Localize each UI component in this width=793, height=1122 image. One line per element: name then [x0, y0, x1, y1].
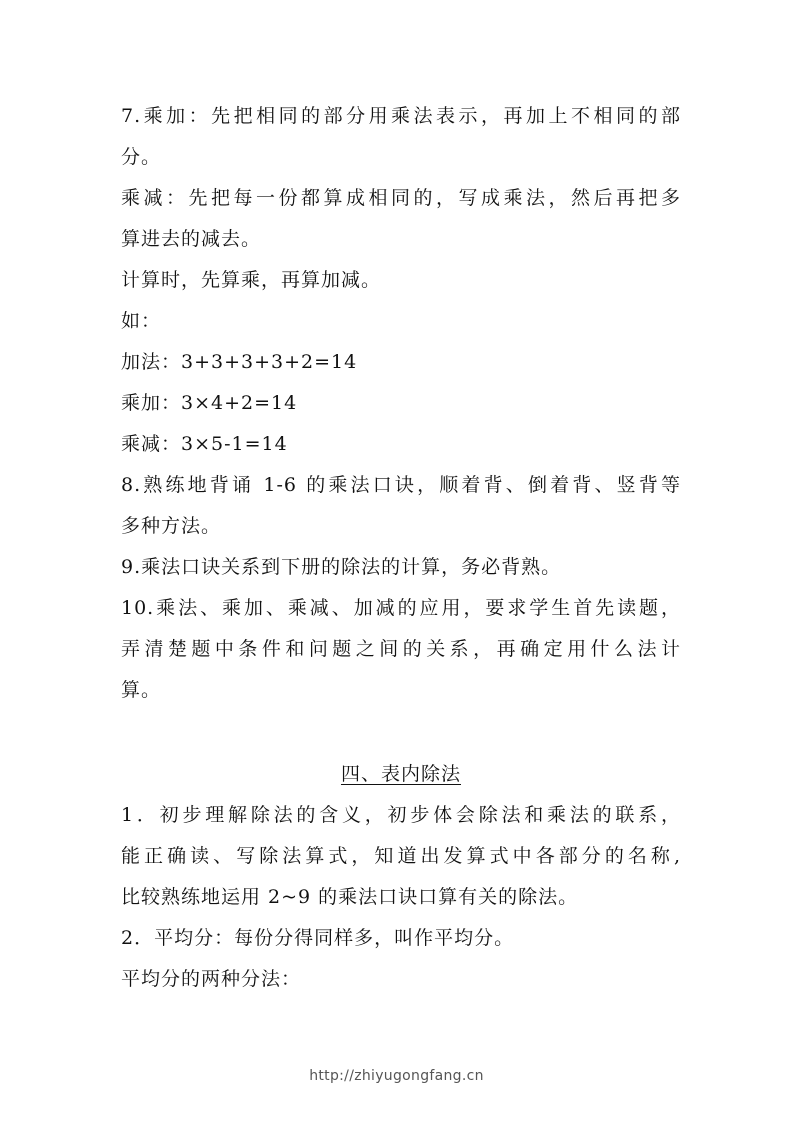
paragraph-line: 能正确读、写除法算式，知道出发算式中各部分的名称,: [121, 845, 681, 867]
paragraph-line: 弄清楚题中条件和问题之间的关系，再确定用什么法计: [121, 638, 681, 660]
paragraph-line: 9.乘法口诀关系到下册的除法的计算，务必背熟。: [121, 556, 562, 578]
example-line: 乘加：3×4+2=14: [121, 392, 298, 414]
paragraph-line: 7.乘加：先把相同的部分用乘法表示，再加上不相同的部: [121, 105, 681, 127]
paragraph-line: 8.熟练地背诵 1-6 的乘法口诀，顺着背、倒着背、竖背等: [121, 474, 681, 496]
paragraph-line: 如：: [121, 310, 162, 332]
section-heading: 四、表内除法: [340, 763, 461, 785]
paragraph-line: 计算时，先算乘，再算加减。: [121, 269, 382, 291]
paragraph-line: 乘减：先把每一份都算成相同的，写成乘法，然后再把多: [121, 187, 681, 209]
paragraph-line: 10.乘法、乘加、乘减、加减的应用，要求学生首先读题，: [121, 597, 681, 619]
paragraph-line: 算。: [121, 679, 162, 701]
paragraph-line: 多种方法。: [121, 515, 222, 537]
paragraph-line: 2．平均分：每份分得同样多，叫作平均分。: [121, 927, 515, 949]
paragraph-line: 比较熟练地运用 2~9 的乘法口诀口算有关的除法。: [121, 886, 579, 908]
example-line: 加法：3+3+3+3+2=14: [121, 351, 358, 373]
paragraph-line: 算进去的减去。: [121, 228, 262, 250]
section-spacer: [121, 711, 681, 754]
paragraph-line: 1．初步理解除法的含义，初步体会除法和乘法的联系，: [121, 804, 681, 826]
paragraph-line: 分。: [121, 146, 162, 168]
footer-url: http://zhiyugongfang.cn: [309, 1068, 484, 1084]
paragraph-line: 平均分的两种分法：: [121, 968, 302, 990]
document-body: [121, 96, 681, 1000]
example-line: 乘减：3×5-1=14: [121, 433, 288, 455]
